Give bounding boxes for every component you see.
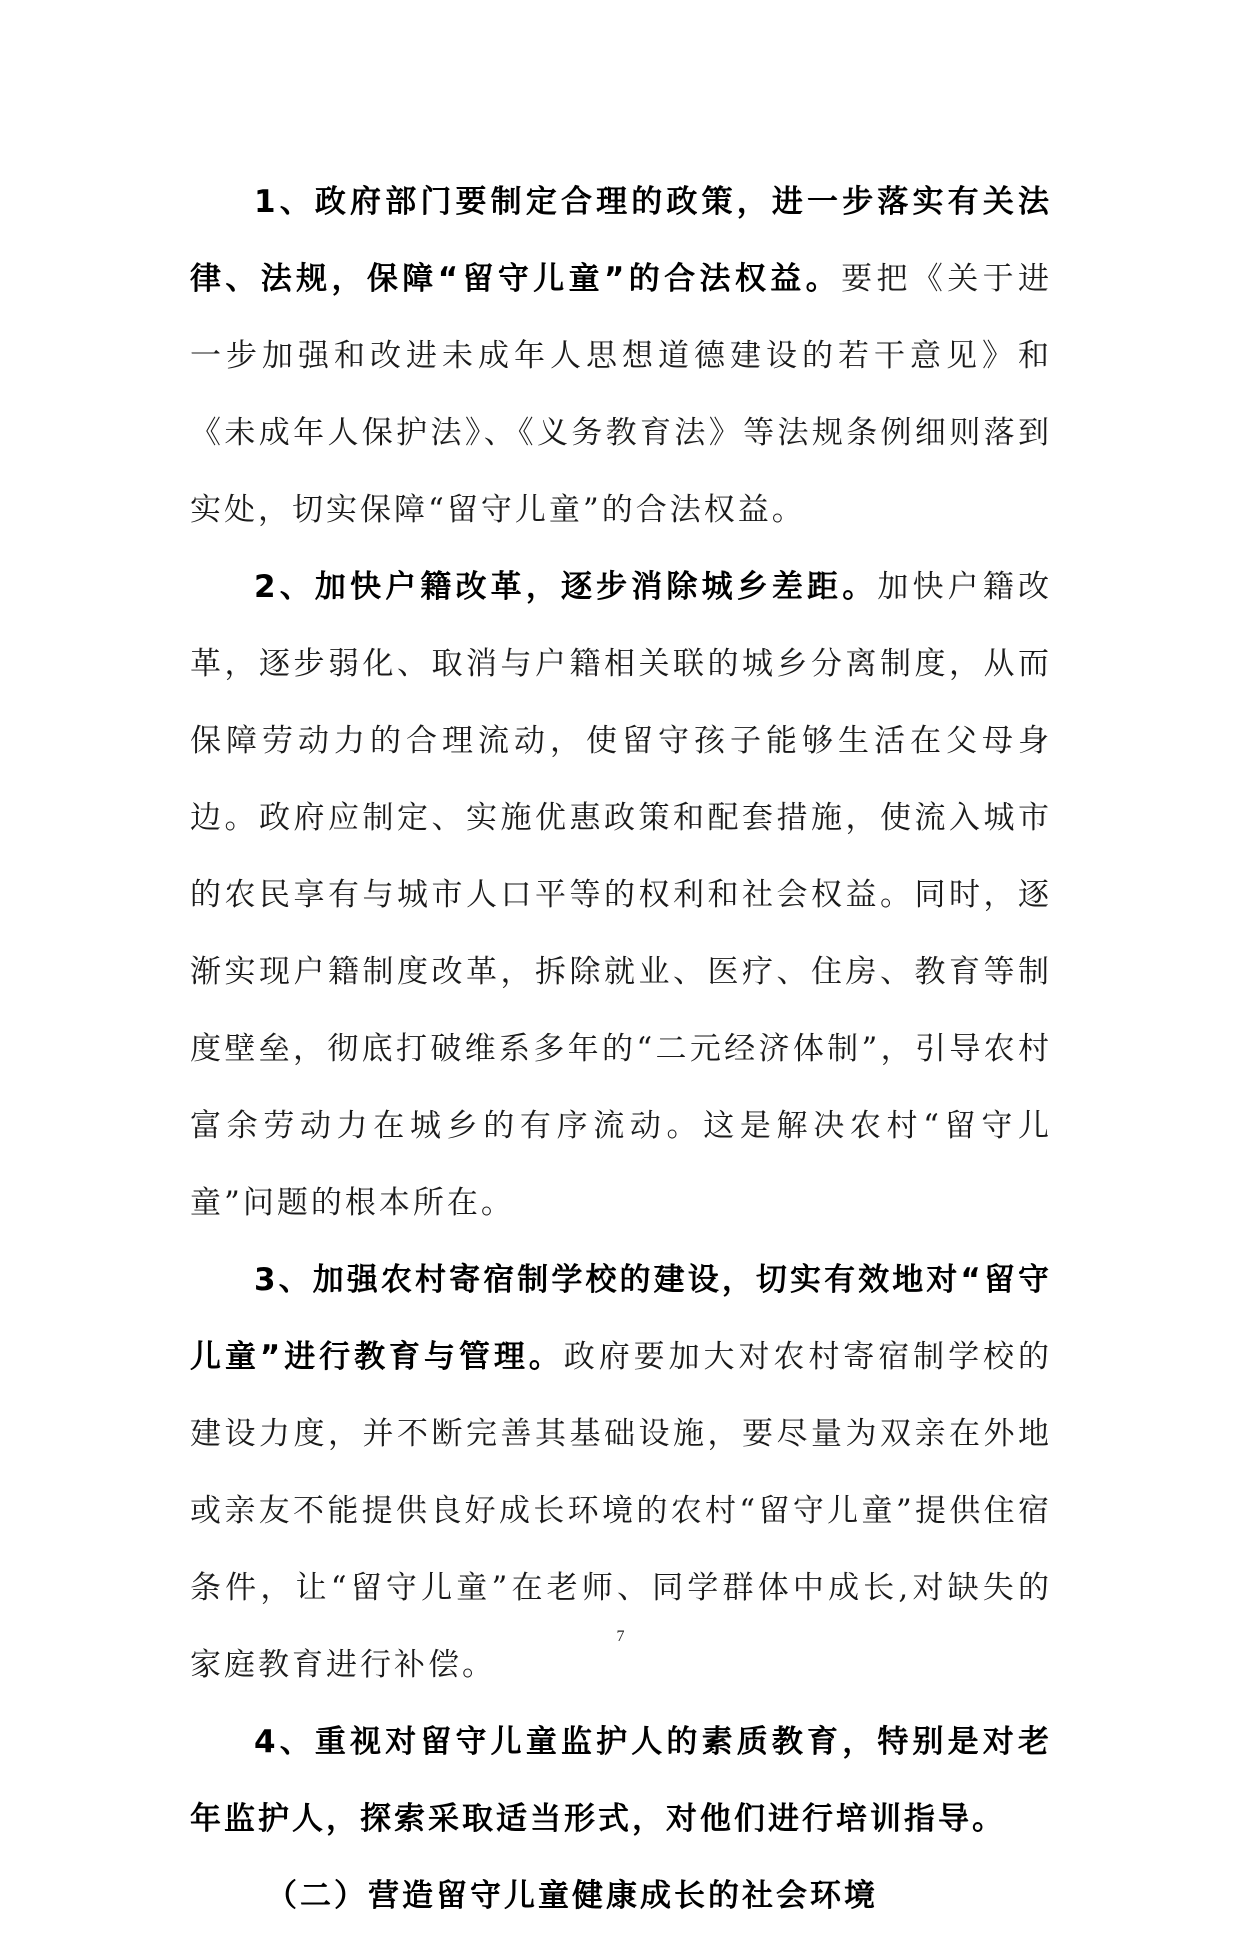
- paragraph-1-text: 要把《关于进一步加强和改进未成年人思想道德建设的若干意见》和《未成年人保护法》、《义务教育法》等法规条例细则落到实处，切实保障“留守儿童”的合法权益。: [190, 261, 1053, 528]
- paragraph-3-text: 政府要加大对农村寄宿制学校的建设力度，并不断完善其基础设施，要尽量为双亲在外地或亲友不能提供良好成长环境的农村“留守儿童”提供住宿条件，让“留守儿童”在老师、同学群体中成长,对缺失的家庭教育进行补偿。: [190, 1339, 1053, 1683]
- paragraph-2-text: 加快户籍改革，逐步弱化、取消与户籍相关联的城乡分离制度，从而保障劳动力的合理流动，使留守孩子能够生活在父母身边。政府应制定、实施优惠政策和配套措施，使流入城市的农民享有与城市人口平等的权利和社会权益。同时，逐渐实现户籍制度改革，拆除就业、医疗、住房、教育等制度壁垒，彻底打破维系多年的“二元经济体制”，引导农村富余劳动力在城乡的有序流动。这是解决农村“留守儿童”问题的根本所在。: [190, 569, 1052, 1221]
- document-body: [190, 164, 1052, 1935]
- section-heading: （二）营造留守儿童健康成长的社会环境: [266, 1878, 878, 1914]
- paragraph-3-lead: 3、加强农村寄宿制学校的建设，切实有效地对“留守儿童”进行教育与管理。: [190, 1262, 1052, 1375]
- paragraph-4-lead: 4、重视对留守儿童监护人的素质教育，特别是对老年监护人，探索采取适当形式，对他们进行培训指导。: [190, 1724, 1052, 1837]
- paragraph-1: [190, 164, 1052, 549]
- paragraph-2-lead: 2、加快户籍改革，逐步消除城乡差距。: [254, 569, 878, 605]
- paragraph-2: [190, 549, 1052, 1242]
- paragraph-4: [190, 1704, 1052, 1858]
- paragraph-1-lead: 1、政府部门要制定合理的政策，进一步落实有关法律、法规，保障“留守儿童”的合法权益。: [190, 184, 1052, 297]
- page-number: 7: [616, 1628, 625, 1645]
